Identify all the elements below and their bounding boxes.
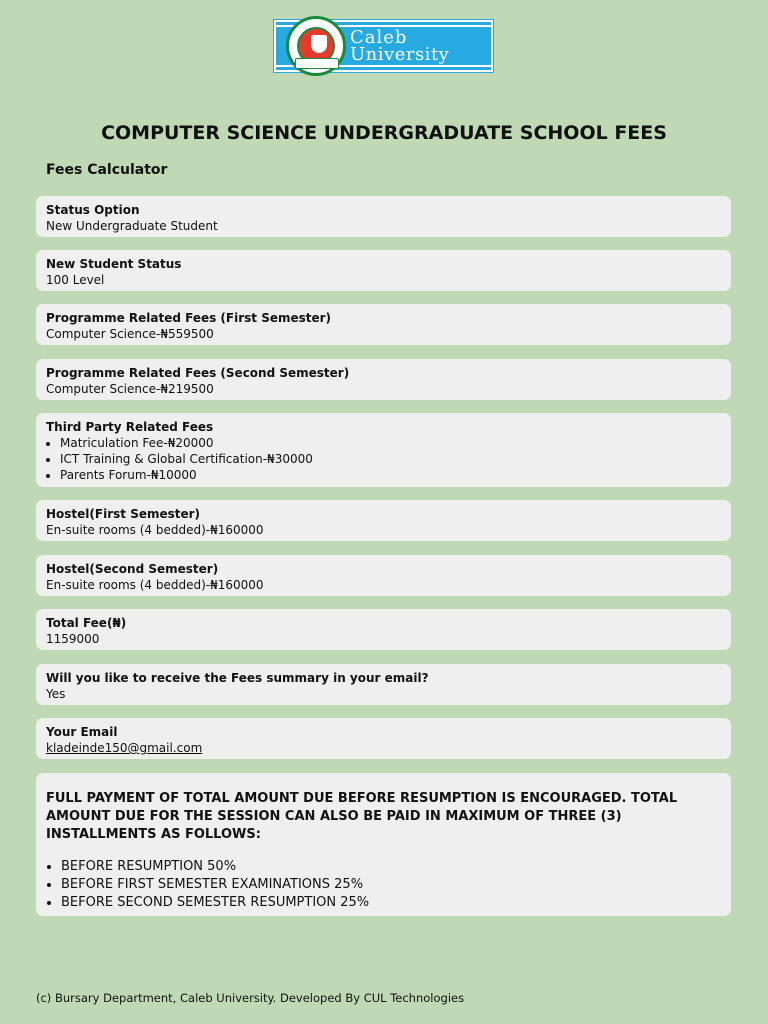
card-label: Programme Related Fees (Second Semester) <box>46 366 350 380</box>
card-value: Computer Science-₦219500 <box>46 382 214 396</box>
payment-note-heading: FULL PAYMENT OF TOTAL AMOUNT DUE BEFORE RESUMPTION IS ENCOURAGED. TOTAL AMOUNT DUE FOR THE SESSION CAN ALSO BE PAID IN MAXIMUM OF THREE (3) INSTALLMENTS AS FOLLOWS: <box>46 791 678 842</box>
card-value: En-suite rooms (4 bedded)-₦160000 <box>46 578 264 592</box>
third-party-fees-list <box>46 435 721 483</box>
list-item: • BEFORE SECOND SEMESTER RESUMPTION 25% <box>61 894 721 912</box>
card-value: New Undergraduate Student <box>46 219 218 233</box>
card-label: Status Option <box>46 203 140 217</box>
card-label: Programme Related Fees (First Semester) <box>46 311 332 325</box>
card-label: New Student Status <box>46 257 182 271</box>
list-item: • Parents Forum-₦10000 <box>60 467 721 483</box>
card-value: En-suite rooms (4 bedded)-₦160000 <box>46 523 264 537</box>
logo-line-2: University <box>350 44 450 65</box>
hostel-first-semester-card <box>36 500 731 541</box>
card-label: Total Fee(₦) <box>46 616 127 630</box>
email-summary-card <box>36 664 731 705</box>
card-label: Hostel(Second Semester) <box>46 562 219 576</box>
seal-shield <box>311 35 327 53</box>
total-fee-card <box>36 609 731 650</box>
status-option-card <box>36 196 731 237</box>
page-title: COMPUTER SCIENCE UNDERGRADUATE SCHOOL FEES <box>101 122 667 144</box>
footer-copyright: (c) Bursary Department, Caleb University. Developed By CUL Technologies <box>36 991 465 1005</box>
new-student-status-card <box>36 250 731 291</box>
list-item: • ICT Training & Global Certification-₦30000 <box>60 451 721 467</box>
section-title: Fees Calculator <box>46 162 168 178</box>
payment-note-card <box>36 773 731 916</box>
card-label: Third Party Related Fees <box>46 420 214 434</box>
list-item: • Matriculation Fee-₦20000 <box>60 435 721 451</box>
programme-fees-second-semester-card <box>36 359 731 400</box>
third-party-fees-card <box>36 413 731 487</box>
installment-list <box>46 858 721 912</box>
programme-fees-first-semester-card <box>36 304 731 345</box>
list-item: • BEFORE FIRST SEMESTER EXAMINATIONS 25% <box>61 876 721 894</box>
university-seal-icon <box>286 16 346 76</box>
card-value: 1159000 <box>46 632 100 646</box>
logo-line-1: Caleb <box>350 27 408 48</box>
your-email-card <box>36 718 731 759</box>
caleb-university-logo <box>274 20 493 72</box>
list-item: • BEFORE RESUMPTION 50% <box>61 858 721 876</box>
card-value: Computer Science-₦559500 <box>46 327 214 341</box>
card-label: Hostel(First Semester) <box>46 507 201 521</box>
card-value: 100 Level <box>46 273 105 287</box>
seal-ribbon <box>295 58 339 69</box>
email-link[interactable]: kladeinde150@gmail.com <box>46 741 203 755</box>
card-label: Your Email <box>46 725 118 739</box>
hostel-second-semester-card <box>36 555 731 596</box>
logo-wordmark <box>350 29 449 63</box>
card-label: Will you like to receive the Fees summary in your email? <box>46 671 429 685</box>
card-value: Yes <box>46 687 66 701</box>
